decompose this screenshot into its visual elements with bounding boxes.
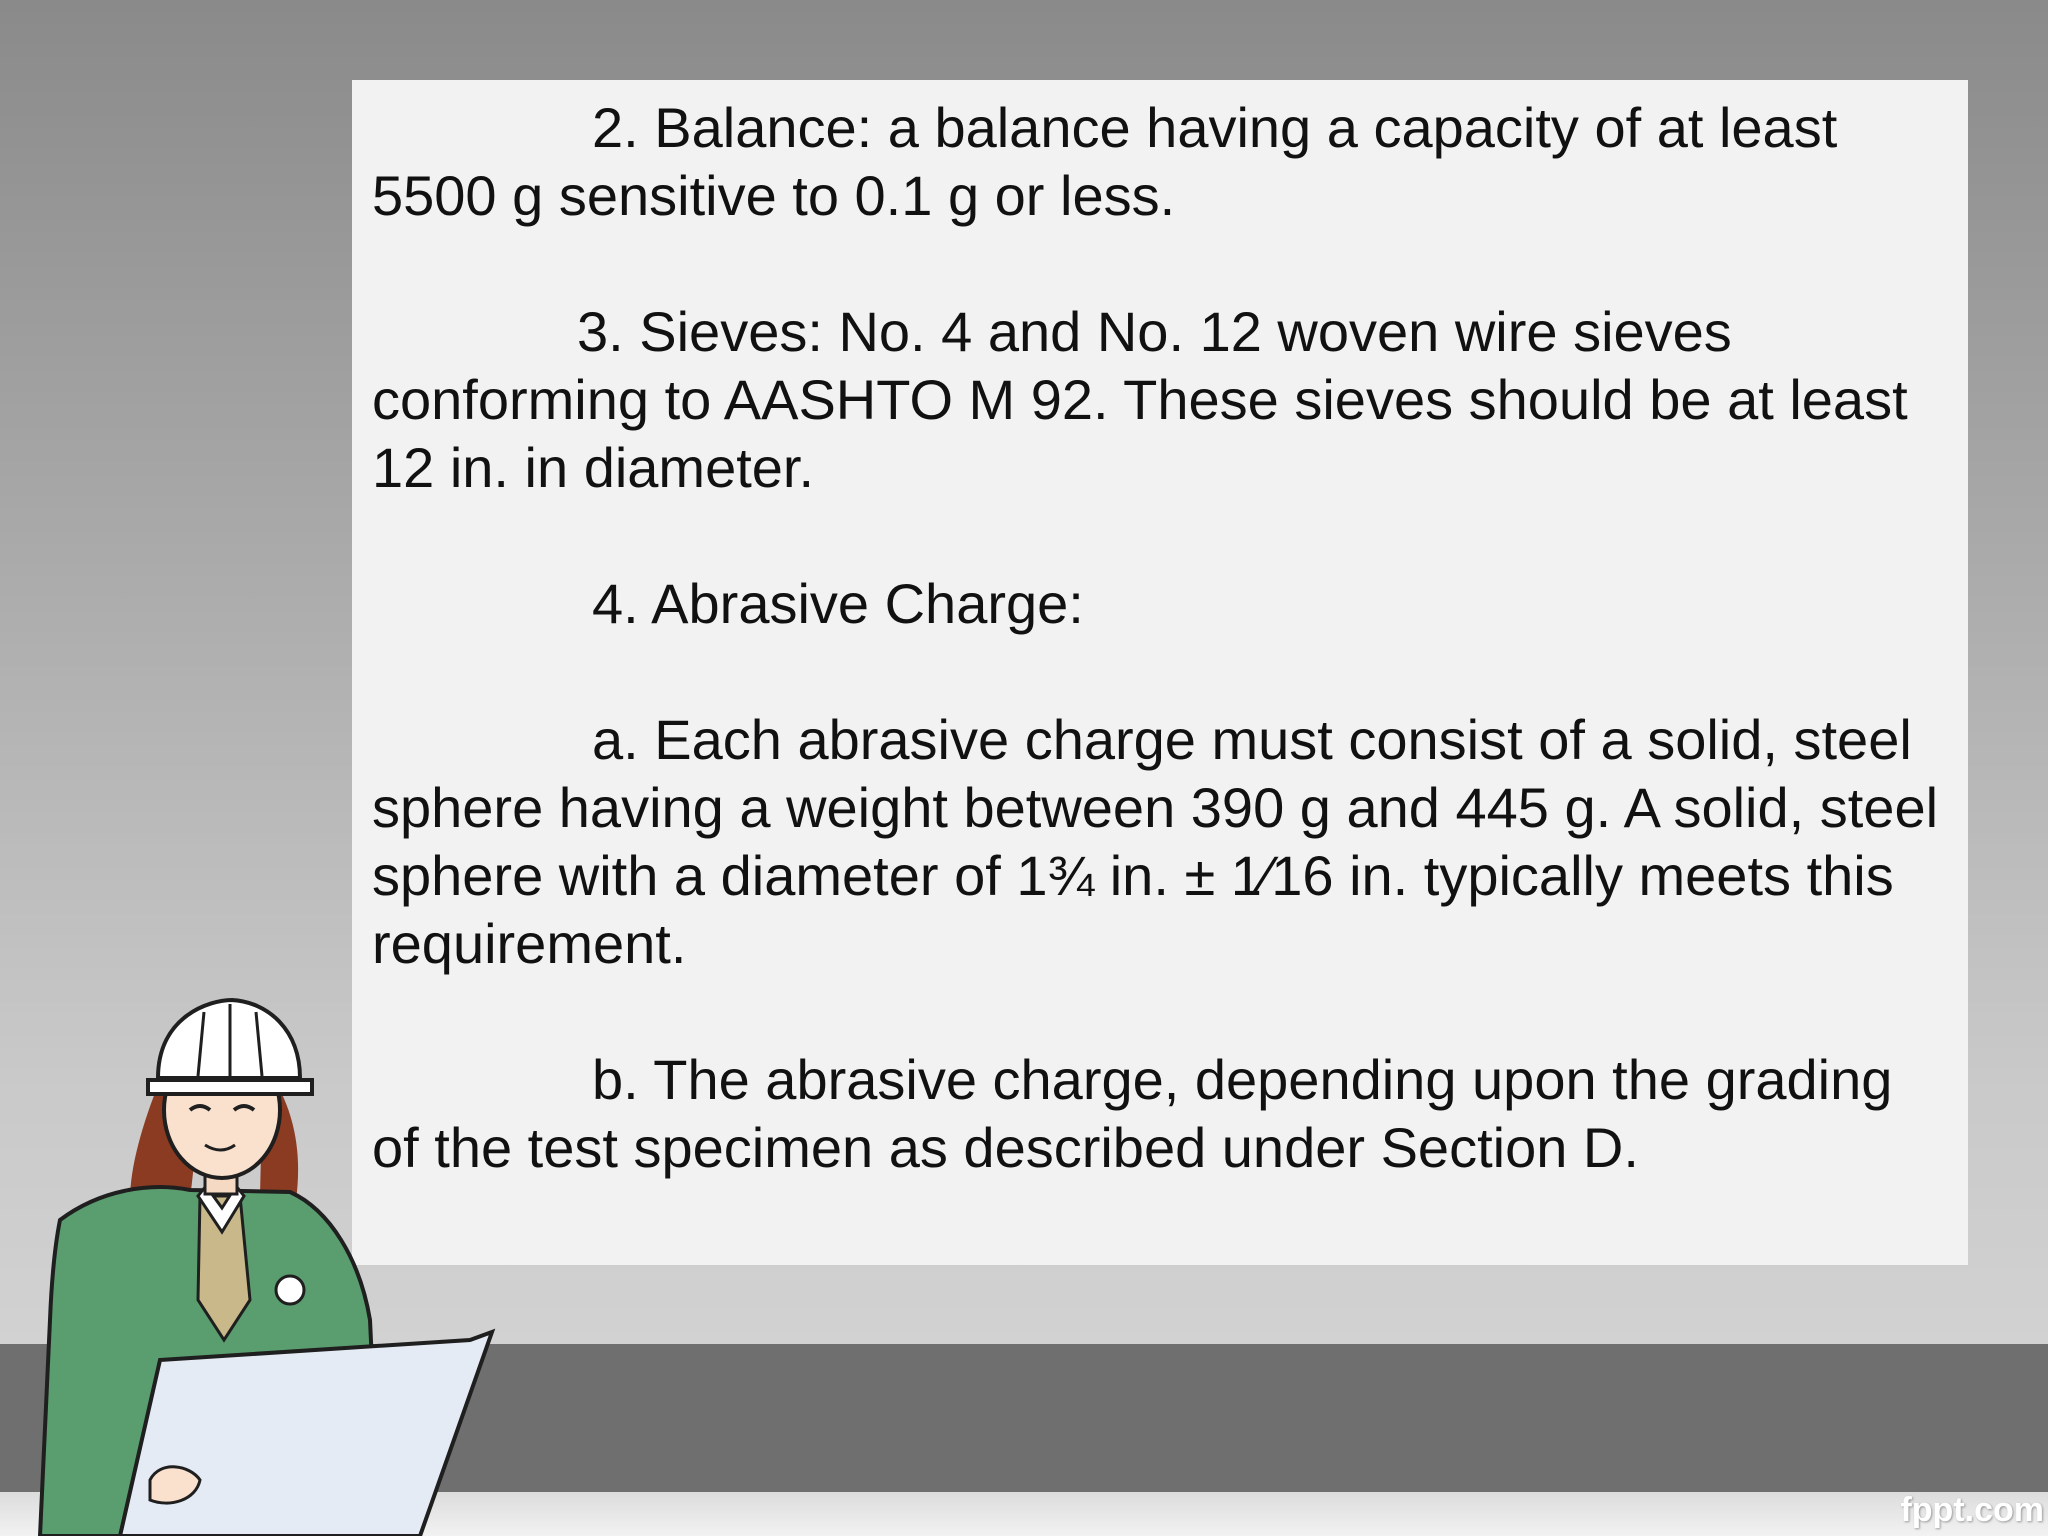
item-sieves — [372, 298, 1952, 502]
content-text — [372, 94, 1952, 1182]
item-sieves-lead: 3. Sieves: No. 4 and No. 12 woven wire sieves — [577, 300, 1732, 363]
content-panel — [352, 80, 1968, 1265]
item-abrasive-a-rest: sphere having a weight between 390 g and 445 g. A solid, steel sphere with a diameter of 1¾ in. ± 1⁄16 in. typically meets this requirement. — [372, 776, 1939, 975]
item-abrasive-charge — [372, 570, 1952, 638]
item-abrasive-b — [372, 1046, 1952, 1182]
item-sieves-rest: conforming to AASHTO M 92. These sieves should be at least 12 in. in diameter. — [372, 368, 1908, 499]
brand-watermark: fppt.com — [1900, 1491, 2044, 1529]
item-balance-rest: 5500 g sensitive to 0.1 g or less. — [372, 164, 1176, 227]
item-abrasive-a-lead: a. Each abrasive charge must consist of a solid, steel — [592, 708, 1912, 771]
item-abrasive-a — [372, 706, 1952, 978]
item-abrasive-charge-lead: 4. Abrasive Charge: — [592, 572, 1084, 635]
item-abrasive-b-lead: b. The abrasive charge, depending upon the grading — [592, 1048, 1893, 1111]
item-balance-lead: 2. Balance: a balance having a capacity of at least — [592, 96, 1838, 159]
item-balance — [372, 94, 1952, 230]
engineer-with-blueprint-icon — [0, 960, 520, 1536]
item-abrasive-b-rest: of the test specimen as described under Section D. — [372, 1116, 1639, 1179]
